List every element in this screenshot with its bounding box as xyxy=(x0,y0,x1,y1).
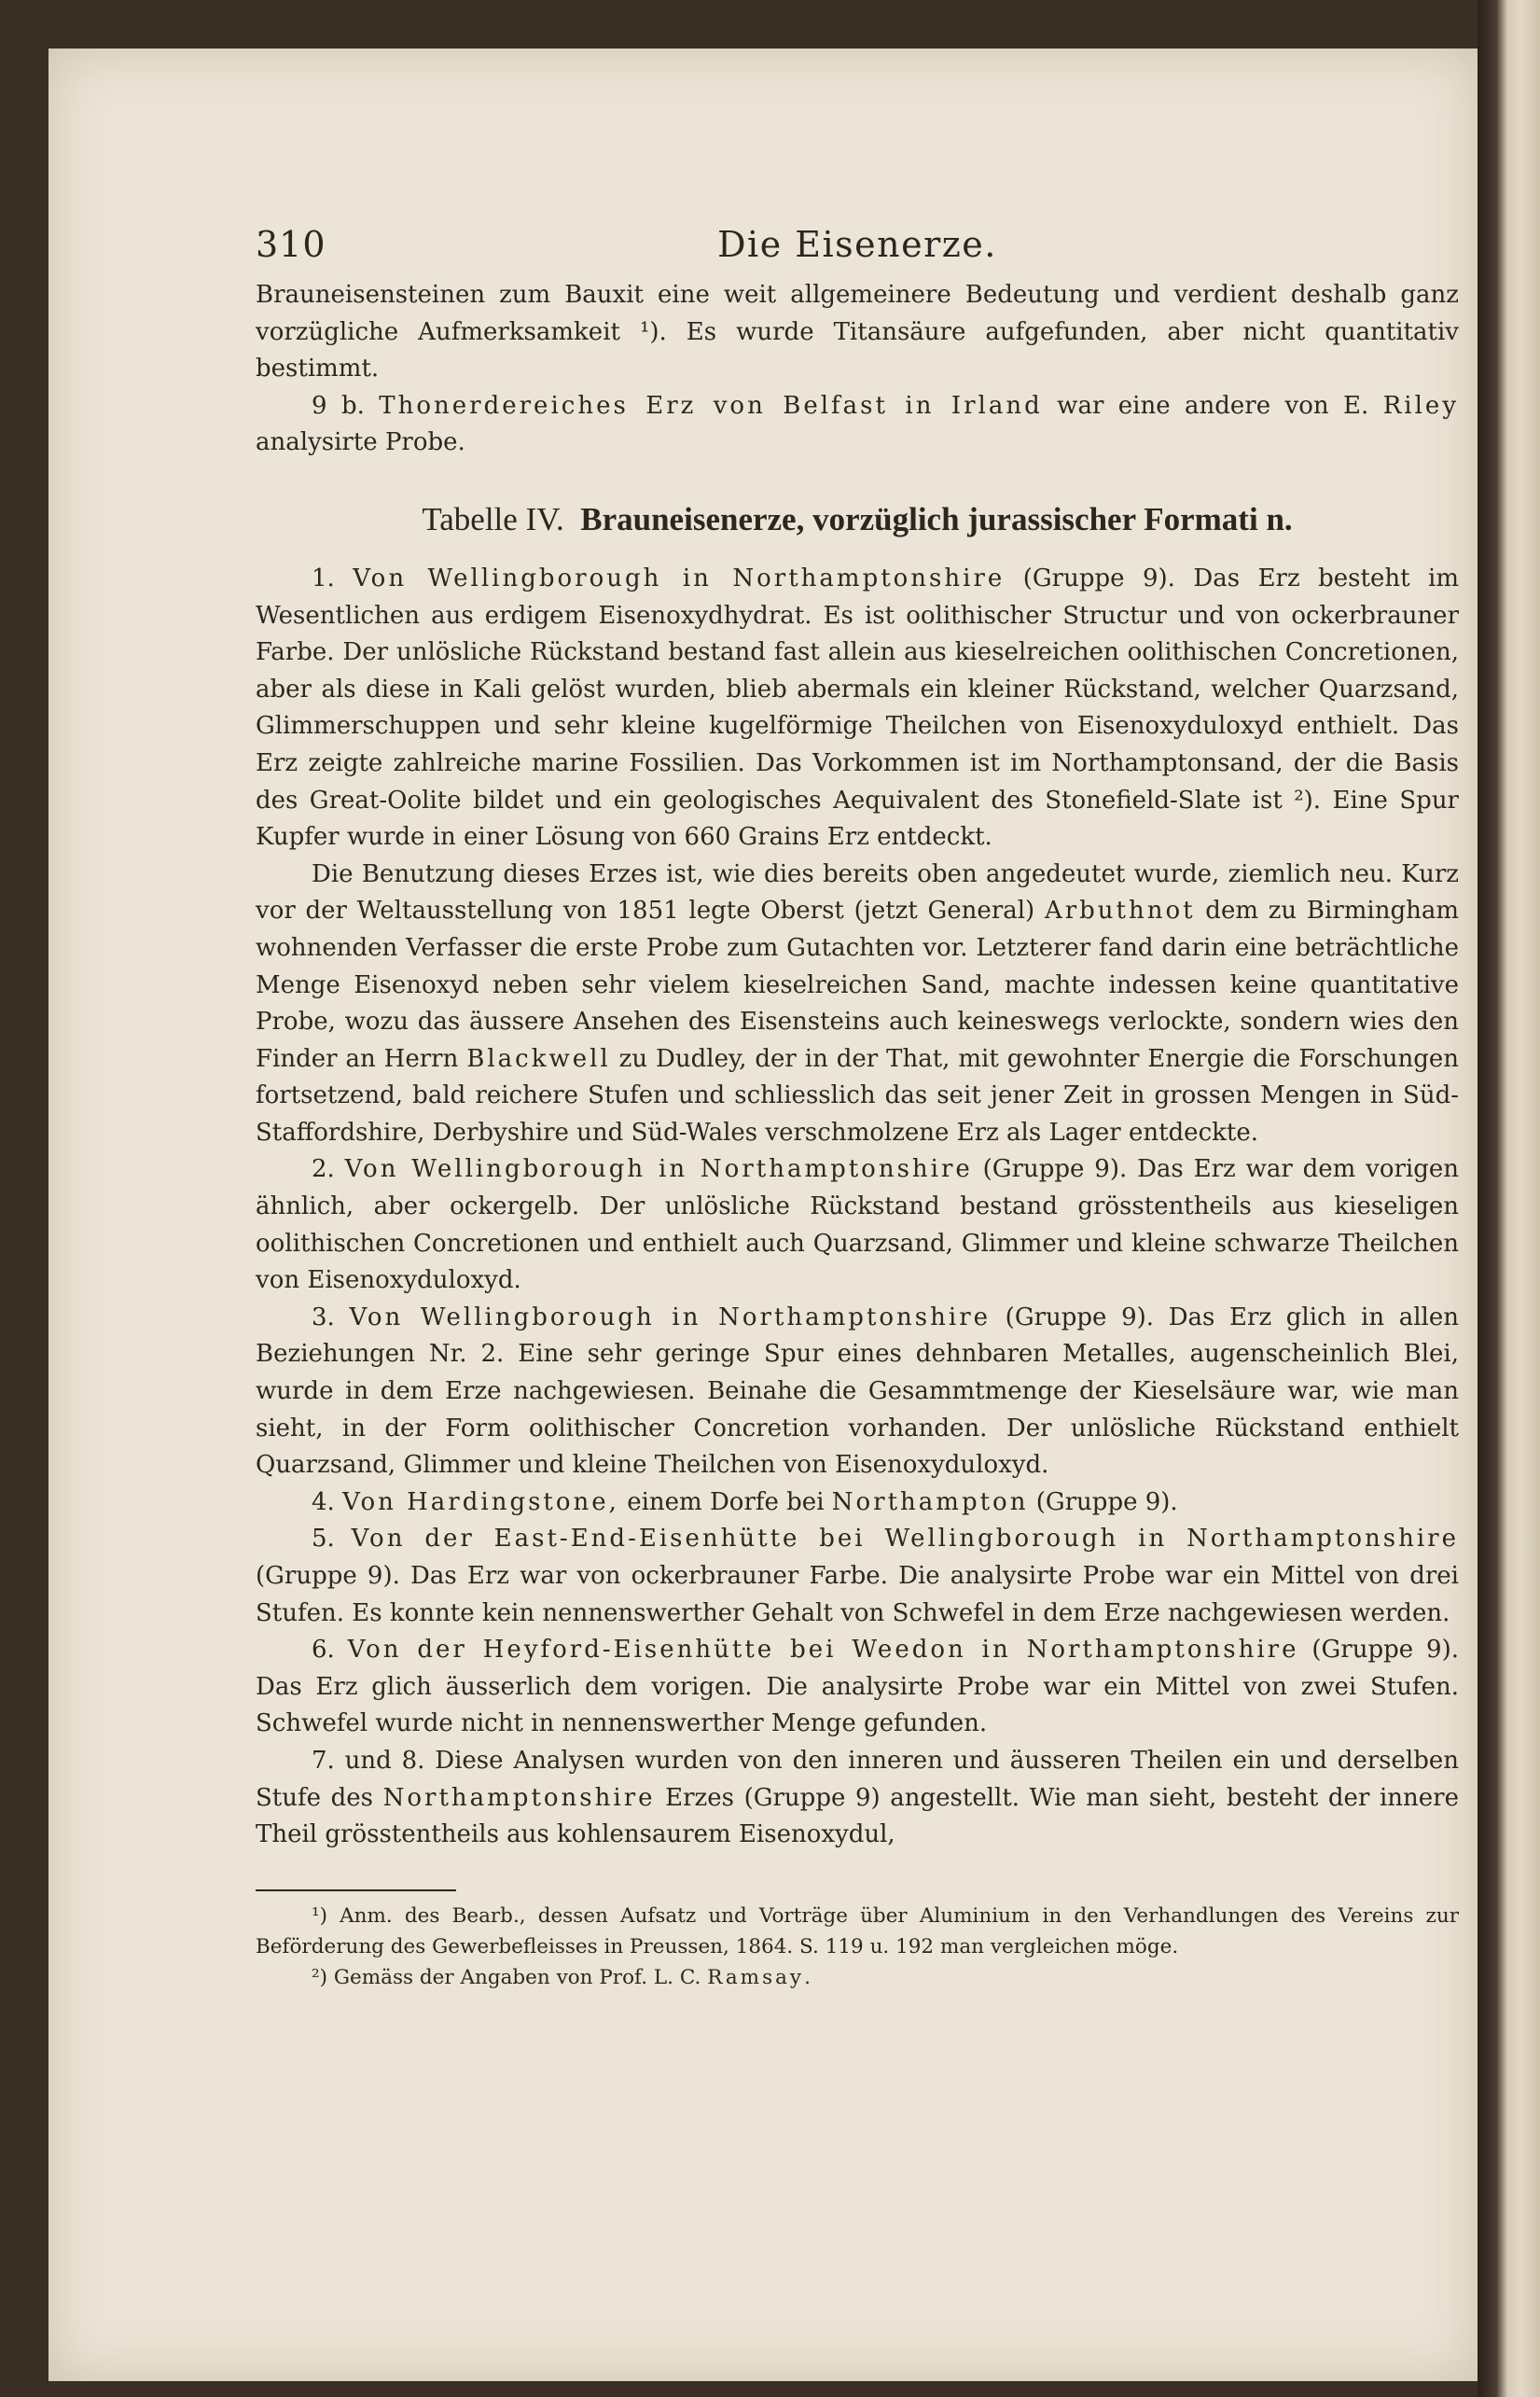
paragraph-text: dem zu Birmingham wohnenden Verfasser die erste Probe zum Gutachten vor. Letzterer fand darin eine beträchtliche Menge Eisenoxyd neben sehr vielem kieselreichen Sand, machte indessen keine quantitative Probe, wozu das äussere Ansehen des Eisensteins auch keineswegs verlockte, sondern wies den Finder an Herrn xyxy=(256,897,1460,1073)
ore-source: Von Wellingborough in Northamptonshire xyxy=(344,1155,973,1184)
paragraph-item-7-8 xyxy=(256,1743,1459,1854)
paragraph-text: (Gruppe 9). Das Erz glich in allen Beziehungen Nr. 2. Eine sehr geringe Spur eines dehnbaren Metalles, augenscheinlich Blei, wurde in dem Erze nachgewiesen. Beinahe die Gesammtmenge der Kieselsäure war, wie man sieht, in der Form oolithischer Concretion vorhanden. Der unlösliche Rückstand enthielt Quarzsand, Glimmer und kleine Theilchen von Eisenoxyduloxyd. xyxy=(256,1303,1460,1480)
ore-source: Von Hardingstone, xyxy=(342,1487,619,1516)
book-spine-edge xyxy=(1478,0,1540,2397)
running-header xyxy=(256,221,1459,268)
paragraph-text: (Gruppe 9). Das Erz besteht im Wesentlichen aus erdigem Eisenoxydhydrat. Es ist oolithischer Structur und von ockerbrauner Farbe. Der unlösliche Rückstand bestand fast allein aus kieselreichen oolithischen Concretionen, aber als diese in Kali gelöst wurden, blieb abermals ein kleiner Rückstand, welcher Quarzsand, Glimmerschuppen und sehr kleine kugelförmige Theilchen von Eisenoxyduloxyd enthielt. Das Erz zeigte zahlreiche marine Fossilien. Das Vorkommen ist im Northamptonsand, der die Basis des Great-Oolite bildet und ein geologisches Aequivalent des Stonefield-Slate ist ²). Eine Spur Kupfer wurde in einer Lösung von 660 Grains Erz entdeckt. xyxy=(256,564,1459,852)
item-number: 2. xyxy=(312,1155,345,1184)
ore-source: Von der East-End-Eisenhütte bei Wellingborough in Northamptonshire xyxy=(351,1525,1459,1554)
book-page xyxy=(49,49,1478,2381)
ore-source: Von der Heyford-Eisenhütte bei Weedon in Northamptonshire xyxy=(347,1636,1299,1665)
paragraph-text: analysirte Probe. xyxy=(256,428,465,457)
paragraph-text: zu Dudley, der in der That, mit gewohnter Energie die Forschungen fortsetzend, bald reichere Stufen und schliesslich das seit jener Zeit in grossen Mengen in Süd-Staffordshire, Derbyshire und Süd-Wales verschmolzene Erz als Lager entdeckte. xyxy=(256,1044,1459,1147)
item-number: 5. xyxy=(312,1525,352,1554)
paragraph-item-4 xyxy=(256,1484,1459,1522)
person-name: Riley xyxy=(1382,391,1460,420)
item-number: 1. xyxy=(312,564,354,592)
footnote-text: . xyxy=(804,1965,811,1989)
paragraph-item-6 xyxy=(256,1632,1459,1743)
paragraph-text: einem Dorfe bei xyxy=(618,1487,832,1516)
paragraph-item-2 xyxy=(256,1151,1459,1299)
table-label: Tabelle IV. xyxy=(422,500,564,537)
ore-source: Von Wellingborough in Northamptonshire xyxy=(353,564,1006,592)
paragraph-text: (Gruppe 9). xyxy=(1028,1487,1178,1516)
ore-name: Thonerdereiches Erz von Belfast in Irland xyxy=(379,391,1043,420)
place-name: Northamptonshire xyxy=(382,1783,656,1812)
table-title: Brauneisenerze, vorzüglich jurassischer Formati n. xyxy=(580,500,1293,537)
paragraph-text: Die Benutzung dieses Erzes ist, wie dies bereits oben angedeutet wurde, ziemlich neu. Kurz vor der Weltausstellung von 1851 legte Oberst (jetzt General) xyxy=(256,859,1459,926)
footnote-2 xyxy=(256,1962,1459,1993)
paragraph-text: (Gruppe 9). Das Erz glich äusserlich dem vorigen. Die analysirte Probe war ein Mittel von zwei Stufen. Schwefel wurde nicht in nennenswerther Menge gefunden. xyxy=(256,1636,1460,1738)
table-heading xyxy=(256,499,1459,540)
paragraph-text: Erzes (Gruppe 9) angestellt. Wie man sieht, besteht der innere Theil grösstentheils aus kohlensaurem Eisenoxydul, xyxy=(256,1783,1459,1849)
footnote-text: ¹) Anm. des Bearb., dessen Aufsatz und Vorträge über Aluminium in den Verhandlungen des Vereins zur Beförderung des Gewerbefleisses in Preussen, 1864. S. 119 u. 192 man vergleichen möge. xyxy=(256,1903,1459,1958)
paragraph-item-1 xyxy=(256,561,1459,857)
paragraph-text: 7. und 8. Diese Analysen wurden von den inneren und äusseren Theilen ein und derselben Stufe des xyxy=(256,1746,1459,1812)
paragraph-text: war eine andere von E. xyxy=(1042,391,1383,420)
person-name: Blackwell xyxy=(466,1044,611,1073)
paragraph-item-3 xyxy=(256,1300,1459,1484)
place-name: Northampton xyxy=(831,1487,1029,1516)
running-title: Die Eisenerze. xyxy=(717,224,997,265)
item-number: 6. xyxy=(312,1636,348,1665)
paragraph-text: (Gruppe 9). Das Erz war dem vorigen ähnlich, aber ockergelb. Der unlösliche Rückstand bestand grösstentheils aus kieseligen oolithischen Concretionen und enthielt auch Quarzsand, Glimmer und kleine schwarze Theilchen von Eisenoxyduloxyd. xyxy=(256,1155,1460,1295)
paragraph-history xyxy=(256,857,1459,1152)
paragraph-continuation xyxy=(256,277,1459,388)
footnote-1 xyxy=(256,1901,1459,1962)
person-name: Ramsay xyxy=(707,1965,805,1989)
paragraph-text: Brauneisensteinen zum Bauxit eine weit allgemeinere Bedeutung und verdient deshalb ganz vorzügliche Aufmerksamkeit ¹). Es wurde Titansäure aufgefunden, aber nicht quantitativ bestimmt. xyxy=(256,281,1459,383)
paragraph-text: (Gruppe 9). Das Erz war von ockerbrauner Farbe. Die analysirte Probe war ein Mittel von drei Stufen. Es konnte kein nennenswerther Gehalt von Schwefel in dem Erze nachgewiesen werden. xyxy=(256,1562,1459,1627)
item-number: 9 b. xyxy=(312,391,380,420)
item-number: 4. xyxy=(312,1487,343,1516)
page-number: 310 xyxy=(256,224,326,265)
ore-source: Von Wellingborough in Northamptonshire xyxy=(349,1303,992,1331)
footnote-rule xyxy=(256,1889,456,1891)
footnote-text: ²) Gemäss der Angaben von Prof. L. C. xyxy=(312,1965,708,1989)
person-name: Arbuthnot xyxy=(1044,897,1196,926)
paragraph-item-5 xyxy=(256,1521,1459,1632)
paragraph-9b xyxy=(256,388,1459,462)
text-block xyxy=(256,221,1459,1993)
item-number: 3. xyxy=(312,1303,350,1331)
